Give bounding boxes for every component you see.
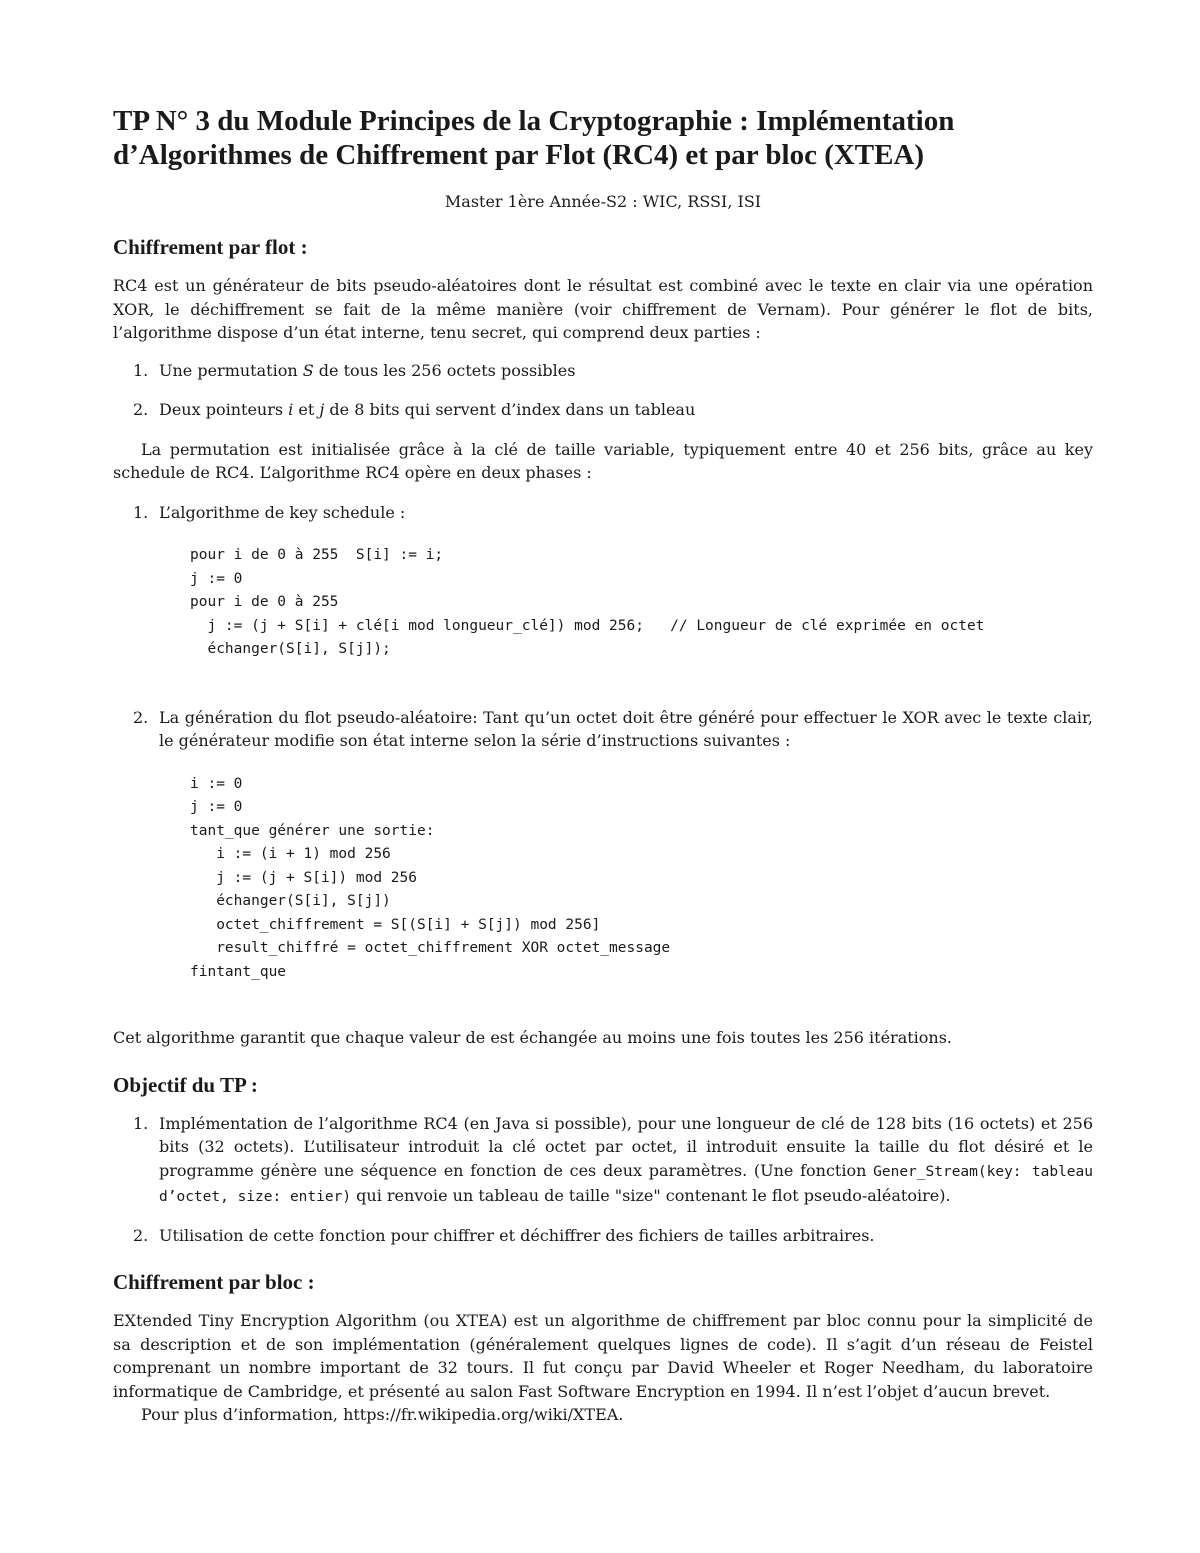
section-heading-flot: Chiffrement par flot : — [113, 235, 308, 259]
rc4-conclusion-paragraph: Cet algorithme garantit que chaque valeur de est échangée au moins une fois toutes les 256 itérations. — [113, 1028, 953, 1047]
internal-state-list — [113, 359, 1093, 422]
title-line-1: TP N° 3 du Module Principes de la Cryptographie : Implémentation — [113, 105, 955, 137]
xtea-paragraph: EXtended Tiny Encryption Algorithm (ou XTEA) est un algorithme de chiffrement par bloc connu pour la simplicité de sa description et de son implémentation (généralement quelques lignes de code). Il s’agit d’un réseau de Feistel comprenant un nombre important de 32 tours. Il fut conçu par David Wheeler et Roger Needham, du laboratoire informatique de Cambridge, et présenté au salon Fast Software Encryption en 1994. Il n’est l’objet d’aucun brevet. — [113, 1311, 1093, 1401]
list-item: 1. Une permutation S de tous les 256 octets possibles — [133, 360, 576, 380]
document-subtitle: Master 1ère Année-S2 : WIC, RSSI, ISI — [444, 192, 762, 211]
xtea-more-info: Pour plus d’information, https://fr.wikipedia.org/wiki/XTEA. — [141, 1405, 624, 1424]
document-page — [113, 104, 1093, 1427]
key-schedule-code-block: pour i de 0 à 255 S[i] := i; j := 0 pour i de 0 à 255 j := (j + S[i] + clé[i mod longueur_clé]) mod 256; // Longueur de clé exprimée en octet échanger(S[i], S[j]); — [190, 547, 985, 657]
title-line-2: d’Algorithmes de Chiffrement par Flot (RC4) et par bloc (XTEA) — [113, 139, 925, 171]
objectives-list — [113, 1112, 1093, 1248]
section-heading-objectif: Objectif du TP : — [113, 1072, 258, 1097]
document-title — [113, 104, 1093, 172]
rc4-intro-paragraph: RC4 est un générateur de bits pseudo-aléatoires dont le résultat est combiné avec le texte en clair via une opération XOR, le déchiffrement se fait de la même manière (voir chiffrement de Vernam). Pour générer le flot de bits, l’algorithme dispose d’un état interne, tenu secret, qui comprend deux parties : — [113, 276, 1093, 342]
list-item: 2. Utilisation de cette fonction pour chiffrer et déchiffrer des fichiers de tailles arbitraires. — [133, 1225, 875, 1245]
list-item-phase-2: 2. La génération du flot pseudo-aléatoire: Tant qu’un octet doit être généré pour effectuer le XOR avec le texte clair, le générateur modifie son état interne selon la série d’instructions suivantes : i := 0 j := 0 tant_que générer une sortie: i := (i + 1) mod 256 j := (j + S[i]) mod 256 échanger(S[i], S[j]) octet_chiffrement = S[(S[i] + S[j]) mod 256] result_chiffré = octet_chiffrement XOR octet_message fintant_que — [113, 706, 1093, 985]
section-heading-bloc: Chiffrement par bloc : — [113, 1270, 315, 1294]
function-signature: Gener_Stream(key: tableau d’octet, size: entier) — [159, 1163, 1093, 1205]
permutation-paragraph: La permutation est initialisée grâce à la clé de taille variable, typiquement entre 40 et 256 bits, grâce au key schedule de RC4. L’algorithme RC4 opère en deux phases : — [113, 439, 1093, 482]
list-item: 2. Deux pointeurs i et j de 8 bits qui servent d’index dans un tableau — [133, 400, 696, 419]
list-item-phase-1: 1. L’algorithme de key schedule : pour i de 0 à 255 S[i] := i; j := 0 pour i de 0 à 255 j := (j + S[i] + clé[i mod longueur_clé]) mod 256; // Longueur de clé exprimée en octet échanger(S[i], S[j]); — [113, 501, 1093, 662]
prga-code-block: i := 0 j := 0 tant_que générer une sortie: i := (i + 1) mod 256 j := (j + S[i]) mod 256 échanger(S[i], S[j]) octet_chiffrement = S[(S[i] + S[j]) mod 256] result_chiffré = octet_chiffrement XOR octet_message fintant_que — [190, 775, 671, 980]
phases-list — [113, 501, 1093, 985]
list-item: 1. Implémentation de l’algorithme RC4 (en Java si possible), pour une longueur de clé de 128 bits (16 octets) et 256 bits (32 octets). L’utilisateur introduit la clé octet par octet, il introduit ensuite la taille du flot désiré et le programme génère une séquence en fonction de ces deux paramètres. (Une fonction Gener_Stream(key: tableau d’octet, size: entier) qui renvoie un tableau de taille "size" contenant le flot pseudo-aléatoire). — [133, 1113, 1093, 1205]
